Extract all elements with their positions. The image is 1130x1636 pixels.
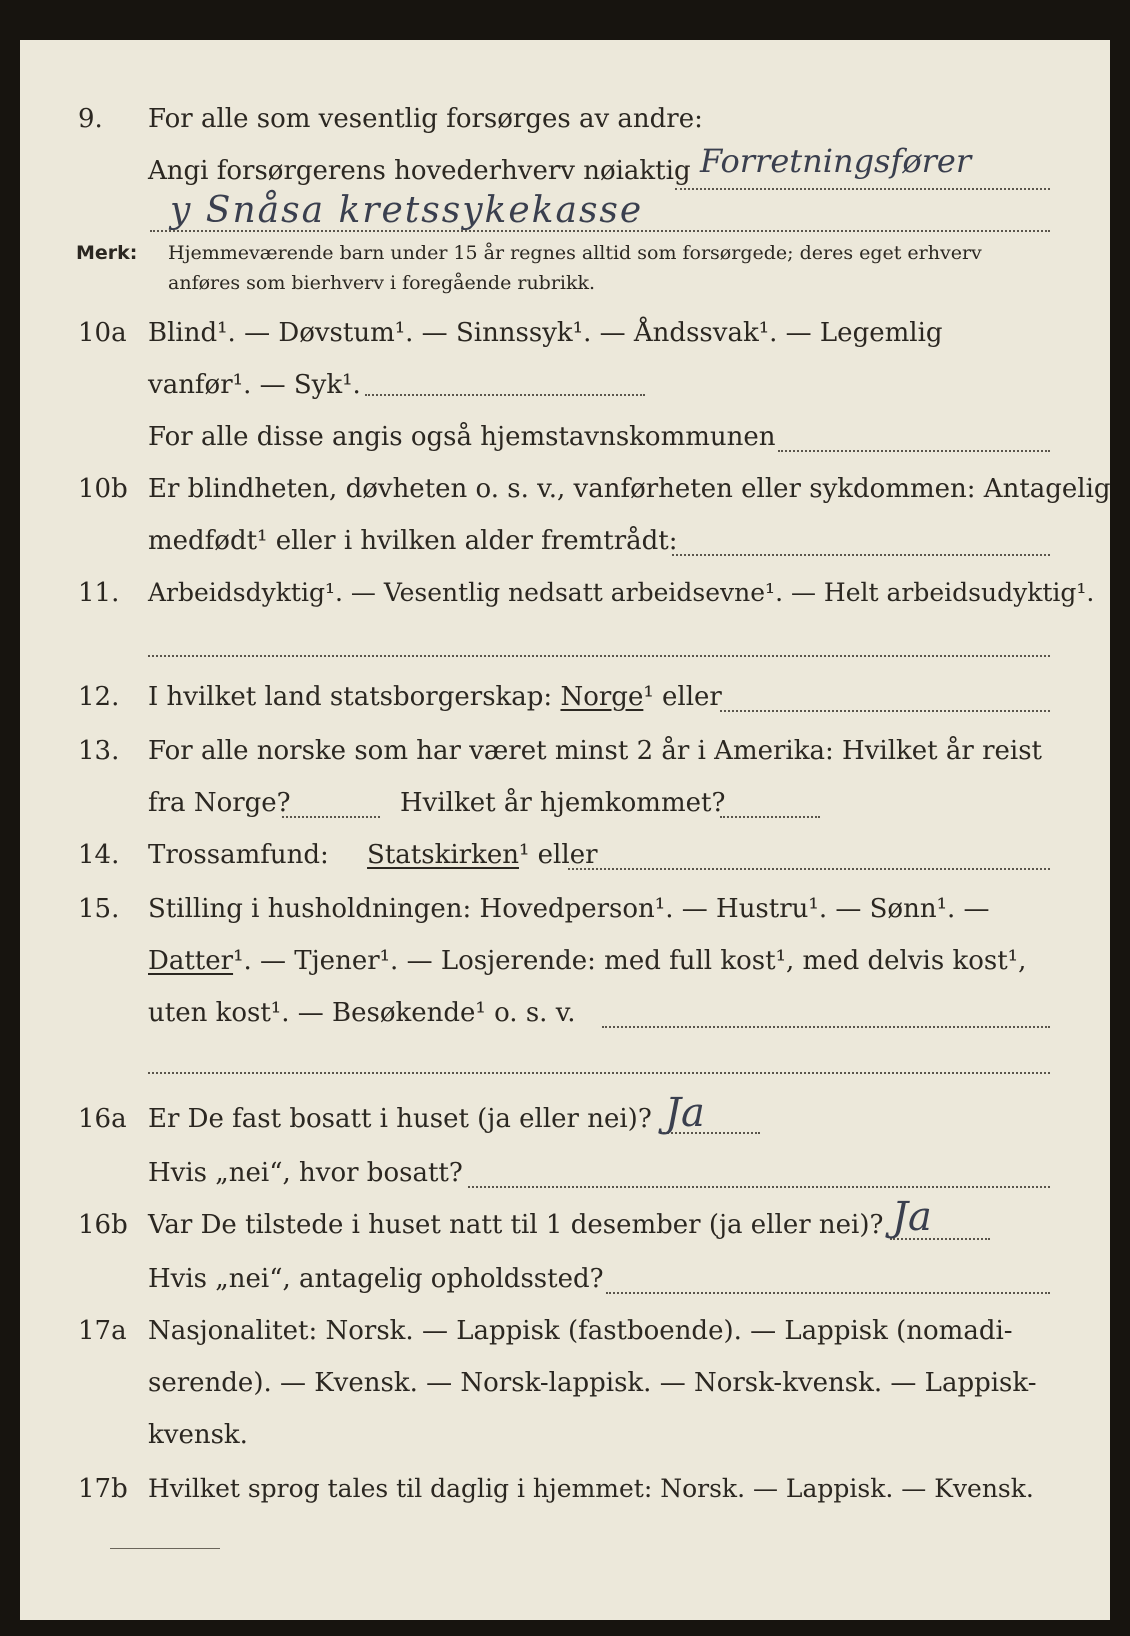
q13-line2: [20, 782, 1110, 828]
q12-number: 12.: [78, 682, 120, 712]
q17a-line3: [20, 1414, 1110, 1460]
q15-text2: [148, 946, 1026, 976]
q17b-number: 17b: [78, 1474, 128, 1504]
q14-line: [20, 834, 1110, 880]
q10a-line2: [20, 364, 1110, 410]
q9-answer-line2[interactable]: [150, 230, 1050, 232]
q16b-line1: [20, 1194, 1110, 1250]
q10b-line1: [20, 468, 1110, 514]
q12-prompt: I hvilket land statsborgerskap:: [148, 682, 553, 712]
q10a-line3: [20, 416, 1110, 462]
q11-answer-line[interactable]: [148, 655, 1050, 657]
q15-line3: [20, 992, 1110, 1038]
q10b-text1: Er blindheten, døvheten o. s. v., vanførheten eller sykdommen: Antagelig: [148, 474, 1111, 504]
q9-prompt: Angi forsørgerens hovederhverv nøiaktig: [148, 156, 691, 186]
q14-answer-line[interactable]: [568, 868, 1050, 870]
q16a-line2: [20, 1152, 1110, 1198]
q11-number: 11.: [78, 578, 120, 608]
q14-prompt: Trossamfund:: [148, 840, 329, 870]
q10a-hometown-line[interactable]: [778, 450, 1050, 452]
merk-label: Merk:: [76, 242, 138, 264]
q11-line1: [20, 572, 1110, 618]
q11-text: Arbeidsdyktig¹. — Vesentlig nedsatt arbeidsevne¹. — Helt arbeidsudyktig¹.: [148, 578, 1095, 607]
q9-handwritten-employer: y Snåsa kretssykekasse: [170, 190, 644, 231]
q15-text1: Stilling i husholdningen: Hovedperson¹. — Hustru¹. — Sønn¹. —: [148, 894, 990, 924]
q16b-handwritten-answer: Ja: [892, 1194, 932, 1240]
q16a-number: 16a: [78, 1104, 127, 1134]
q15-line1: [20, 888, 1110, 934]
q16a-text2: Hvis „nei“, hvor bosatt?: [148, 1158, 463, 1188]
q16b-text1: Var De tilstede i huset natt til 1 desember (ja eller nei)?: [148, 1210, 884, 1240]
q13-number: 13.: [78, 736, 120, 766]
q10a-number: 10a: [78, 318, 127, 348]
q17a-number: 17a: [78, 1316, 127, 1346]
q10a-text2: vanfør¹. — Syk¹.: [148, 370, 361, 400]
q15-number: 15.: [78, 894, 120, 924]
merk-line2: [20, 270, 1110, 300]
q16a-text1: Er De fast bosatt i huset (ja eller nei)?: [148, 1104, 652, 1134]
q17a-text1: Nasjonalitet: Norsk. — Lappisk (fastboende). — Lappisk (nomadi-: [148, 1316, 1013, 1346]
q10b-number: 10b: [78, 474, 128, 504]
q9-handwritten-occupation: Forretningsfører: [700, 142, 972, 180]
q14-statechurch-underlined: Statskirken: [367, 840, 519, 870]
q14-number: 14.: [78, 840, 120, 870]
q10a-text3: For alle disse angis også hjemstavnskommunen: [148, 422, 776, 452]
q15-text3: uten kost¹. — Besøkende¹ o. s. v.: [148, 998, 576, 1028]
q12-post: ¹ eller: [643, 682, 722, 712]
q9-line1: [20, 98, 1110, 144]
q15-line2: [20, 940, 1110, 986]
q12-text: [148, 682, 722, 712]
q16a-line1: [20, 1090, 1110, 1144]
q9-text: For alle som vesentlig forsørges av andre:: [148, 104, 703, 134]
q17b-text: Hvilket sprog tales til daglig i hjemmet: Norsk. — Lappisk. — Kvensk.: [148, 1474, 1034, 1503]
merk-text1: Hjemmeværende barn under 15 år regnes alltid som forsørgede; deres eget erhverv: [168, 242, 982, 264]
q16b-number: 16b: [78, 1210, 128, 1240]
q13-line1: [20, 730, 1110, 776]
q15-answer-line[interactable]: [602, 1026, 1050, 1028]
q13-text2a: fra Norge?: [148, 788, 291, 818]
q15-answer-line2[interactable]: [148, 1072, 1050, 1074]
q17b-line1: [20, 1468, 1110, 1514]
q10a-line1: [20, 312, 1110, 358]
q9-line3: [20, 190, 1110, 236]
q13-departure-line[interactable]: [282, 816, 380, 818]
q16b-location-line[interactable]: [606, 1292, 1050, 1294]
q10b-text2: medfødt¹ eller i hvilken alder fremtrådt:: [148, 526, 678, 556]
q16b-line2: [20, 1258, 1110, 1304]
footnote-rule: [110, 1548, 220, 1549]
q9-number: 9.: [78, 104, 103, 134]
q10a-answer-line[interactable]: [365, 394, 645, 396]
q12-answer-line[interactable]: [720, 710, 1050, 712]
q10b-line2: [20, 520, 1110, 566]
q17a-line1: [20, 1310, 1110, 1356]
q17a-text2: serende). — Kvensk. — Norsk-lappisk. — Norsk-kvensk. — Lappisk-: [148, 1368, 1037, 1398]
q17a-text3: kvensk.: [148, 1420, 248, 1450]
q10b-answer-line[interactable]: [672, 554, 1050, 556]
q16b-text2: Hvis „nei“, antagelig opholdssted?: [148, 1264, 604, 1294]
q17a-line2: [20, 1362, 1110, 1408]
q14-text: [148, 840, 598, 870]
q13-text2b: Hvilket år hjemkommet?: [400, 788, 726, 818]
census-form-page: [20, 40, 1110, 1620]
q13-return-line[interactable]: [720, 816, 820, 818]
merk-text2: anføres som bierhverv i foregående rubrikk.: [168, 272, 596, 294]
q12-norway-underlined: Norge: [560, 682, 644, 712]
q16a-handwritten-answer: Ja: [665, 1090, 705, 1136]
q10a-text1: Blind¹. — Døvstum¹. — Sinnssyk¹. — Åndssvak¹. — Legemlig: [148, 318, 943, 348]
q13-text1: For alle norske som har været minst 2 år i Amerika: Hvilket år reist: [148, 736, 1042, 766]
q14-post: ¹ eller: [518, 840, 598, 870]
q15-daughter-underlined: Datter: [148, 946, 234, 976]
q12-line: [20, 676, 1110, 722]
q16a-residence-line[interactable]: [468, 1186, 1050, 1188]
q15-text2-rest: ¹. — Tjener¹. — Losjerende: med full kost¹, med delvis kost¹,: [233, 946, 1027, 976]
merk-line1: [20, 240, 1110, 270]
